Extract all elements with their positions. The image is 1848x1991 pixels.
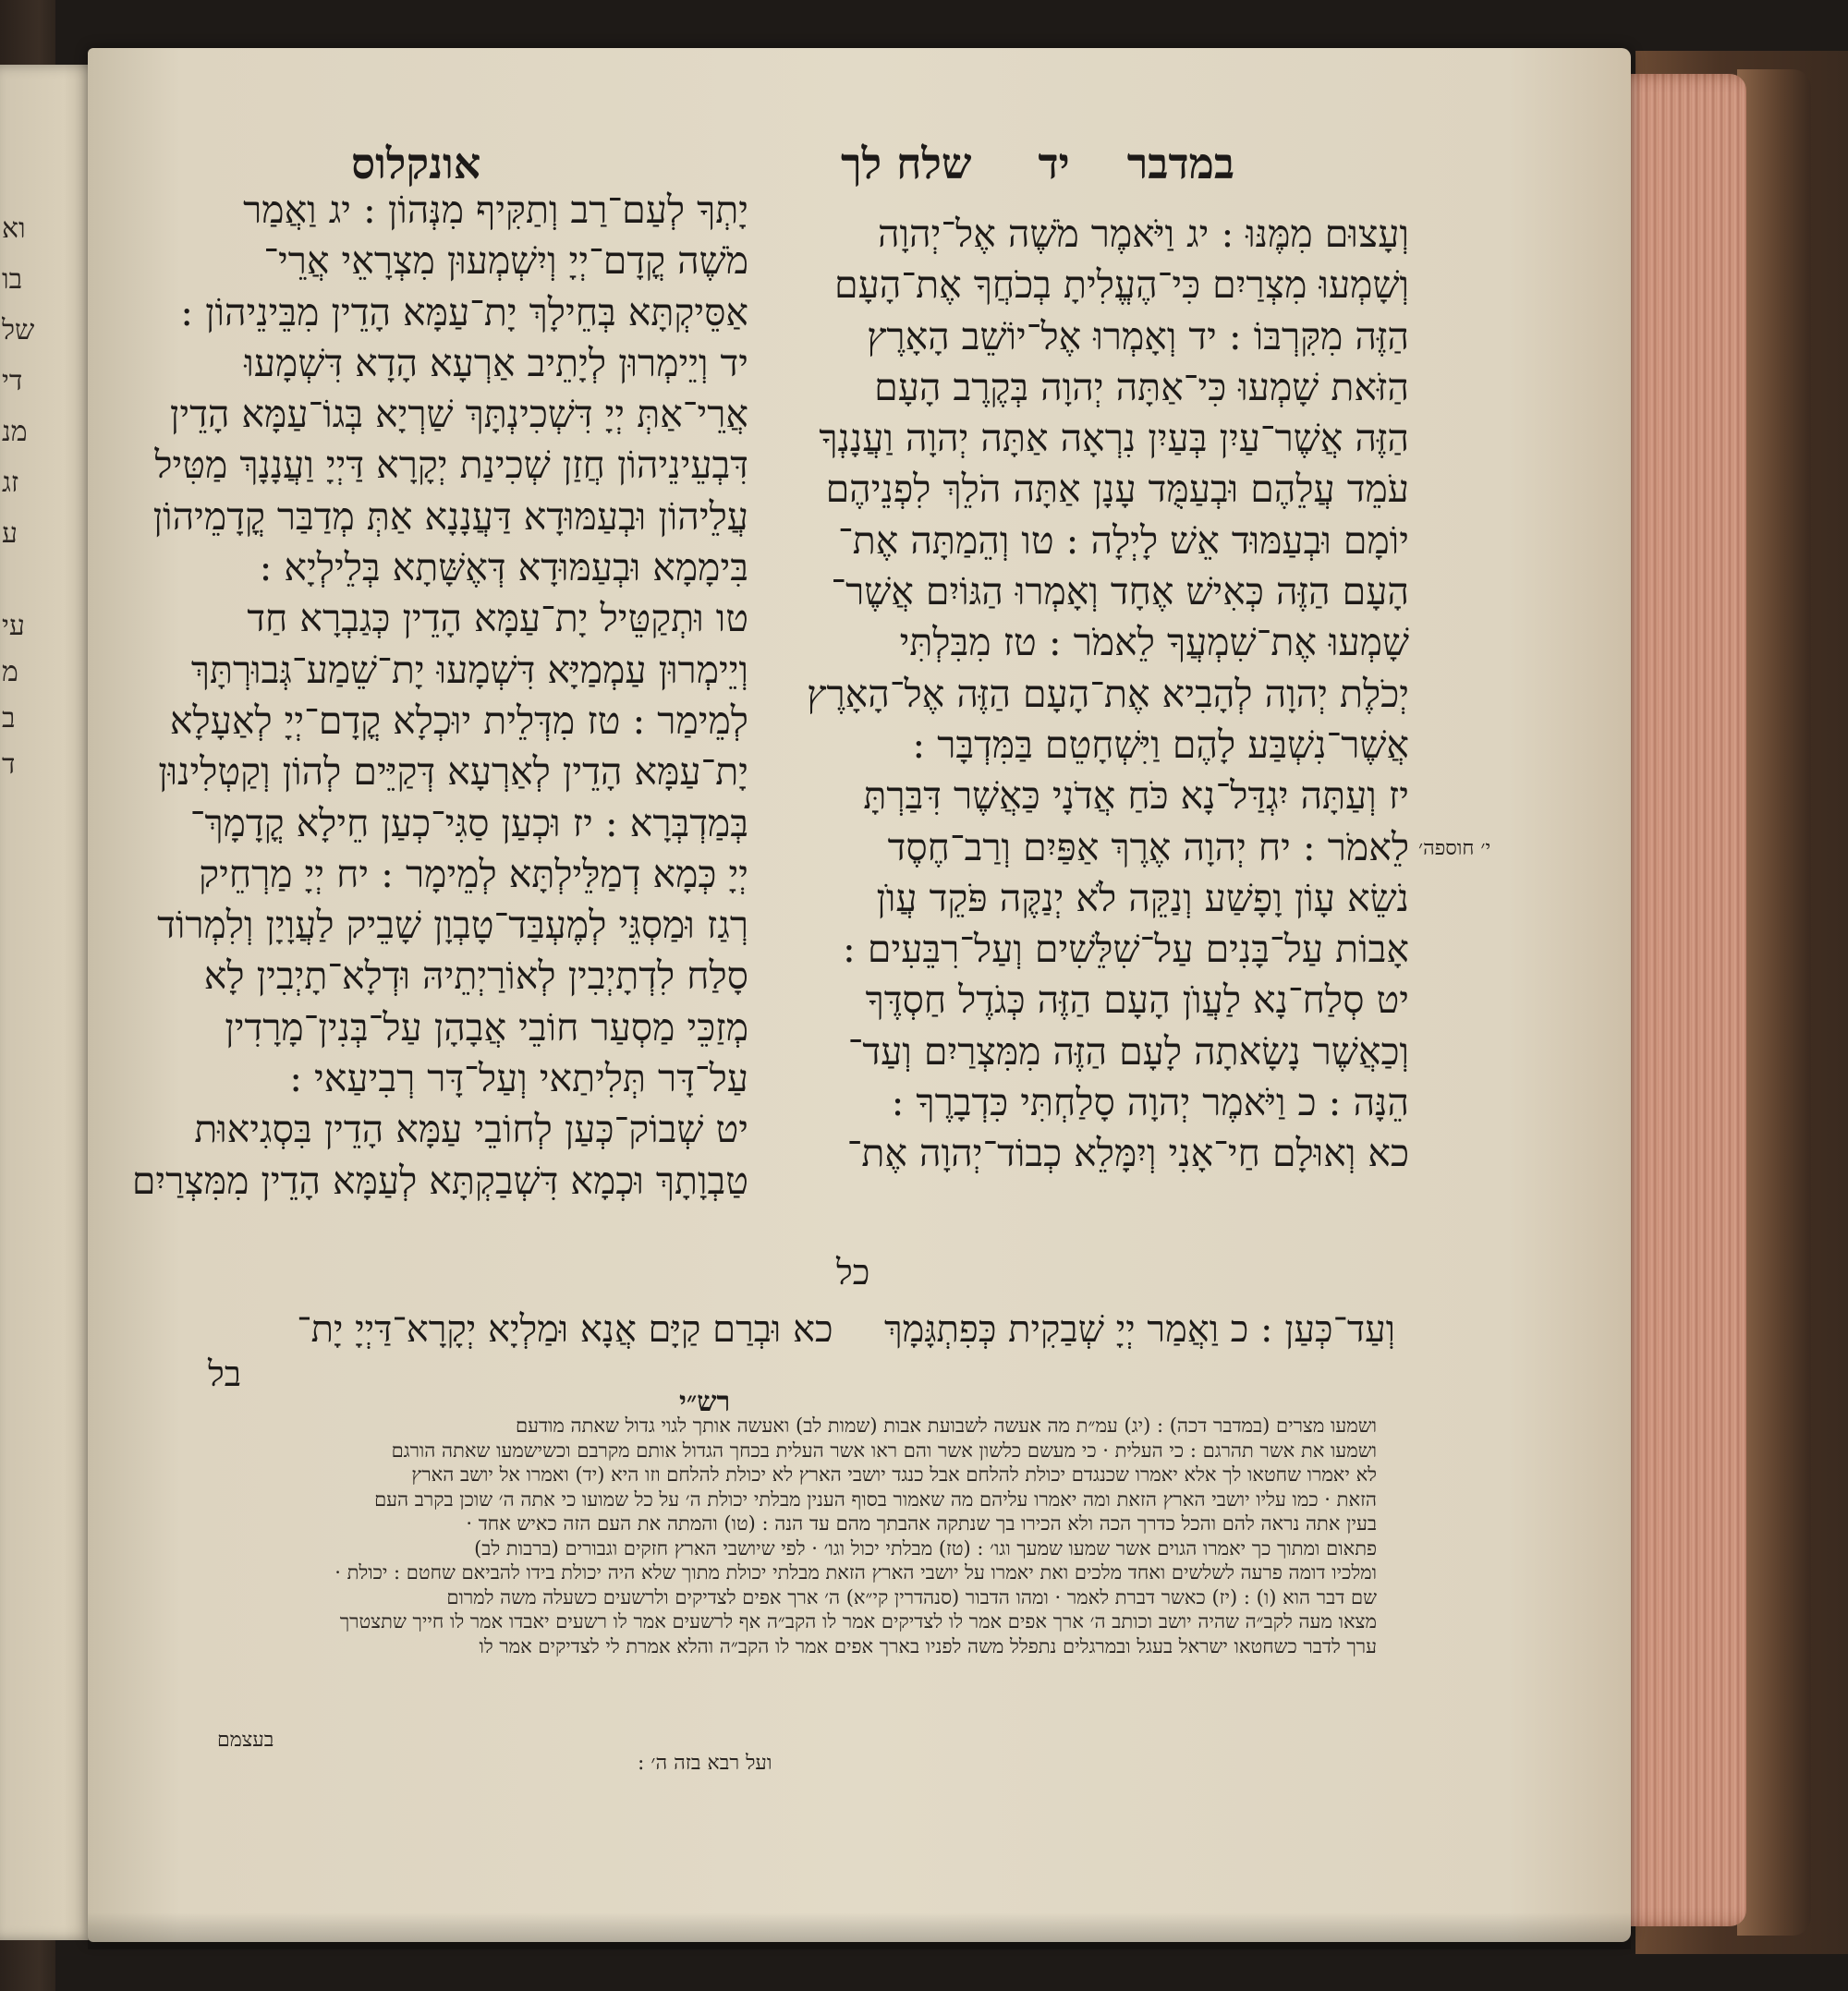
aramaic-line: בְּמַדְבְּרָא : יז וּכְעַן סַגִּי־כְעַן חֵילָא קֳדָמָךְ־ [189, 800, 748, 845]
hebrew-line: הַזֹּאת שָׁמְעוּ כִּי־אַתָּה יְהוָה בְּקֶרֶב הָעָם [874, 364, 1409, 409]
aramaic-line: יְיָ כְּמָא דְמַלֵּילְתָּא לְמֵימָר : יח יְיָ מַרְחֵיק [199, 851, 748, 896]
hebrew-line: יְכֹלֶת יְהוָה לְהָבִיא אֶת־הָעָם הַזֶּה אֶל־הָאָרֶץ [807, 671, 1409, 716]
prev-page-fragment: מ [2, 656, 18, 688]
rashi-line: ושמעו מצרים (במדבר דכה) : (יג) עמ״ת מה אעשה לשבועת אבות (שמות לב) ואעשה אותך לגוי גדול שאתה מודעם [515, 1414, 1377, 1437]
prev-page-fragment: בו [2, 263, 23, 296]
aramaic-line: וְיֵימְרוּן עַמְמַיָּא דִּשְׁמָעוּ יָת־שֵׁמַע־גְּבוּרְתָּךְ [190, 647, 748, 692]
hebrew-catchword: כל [836, 1252, 870, 1293]
aramaic-line: מֹשֶׁה קֳדָם־יְיָ וְיִשְׁמְעוּן מִצְרָאֵי אֲרֵי־ [263, 238, 748, 284]
rashi-line: ערך לדבר כשחטאו ישראל בעגל ובמרגלים נתפלל משה לפניו בארך אפים אמר לו הקב״ה והלא אמרת לי לצדיקים אמר לו [479, 1634, 1377, 1657]
aramaic-line: עֲלֵיהוֹן וּבְעַמּוּדָא דַּעֲנָנָא אַתְּ מְדַבַּר קֳדָמֵיהוֹן [152, 493, 748, 539]
cover-edge [1737, 69, 1811, 1936]
aramaic-line: יד וְיֵימְרוּן לְיָתֵיב אַרְעָא הָדָא דִּשְׁמָעוּ [244, 340, 748, 385]
rashi-commentary [83, 1414, 1377, 1658]
prev-page-fragment: מנ [2, 416, 28, 448]
header-parasha: שלח לך [841, 139, 972, 188]
hebrew-line: וְעָצוּם מִמֶּנּוּ : יג וַיֹּאמֶר מֹשֶׁה אֶל־יְהוָה [877, 212, 1409, 256]
hebrew-line: עֹמֵד עֲלֵהֶם וּבְעַמֻּד עָנָן אַתָּה הֹלֵךְ לִפְנֵיהֶם [825, 467, 1409, 512]
rashi-line: מצאו מעה לקב״ה שהיה יושב וכותב ה׳ ארך אפים אמר לו לצדיקים אמר לו הקב״ה אף לרשעים אמר לו רשעים יאבדו אמר לו חייך שתצטרך [339, 1610, 1377, 1633]
aramaic-line: רְגַז וּמַסְגֵּי לְמֶעְבַּד־טָבְוָן שָׁבֵיק לַעֲוָיָן וְלִמְרוֹד [157, 903, 748, 948]
prev-page-fragment: די [2, 365, 23, 397]
aramaic-line: דִּבְעֵינֵיהוֹן חֲזַן שְׁכִינַת יְקָרָא דַּיְיָ וַעֲנָנָךְ מַטִּיל [154, 443, 748, 488]
page-shadow [88, 1912, 1631, 1949]
hebrew-line: יוֹמָם וּבְעַמּוּד אֵשׁ לָיְלָה : טו וְהֵמַתָּה אֶת־ [838, 517, 1409, 563]
aramaic-line: טו וּתְקַטֵּיל יָת־עַמָּא הָדֵין כְּגַבְרָא חַד [247, 596, 748, 641]
margin-note: י׳ חוספה׳ [1418, 837, 1491, 860]
hebrew-line: הֵנָּה : כ וַיֹּאמֶר יְהוָה סָלַחְתִּי כִּדְבָרֶךָ : [891, 1080, 1409, 1125]
aramaic-line: טַבְוָתָךְ וּכְמָא דִּשְׁבַקְתָּא לְעַמָּא הָדֵין מִמִּצְרַיִם [131, 1158, 748, 1203]
aramaic-text-column [120, 185, 748, 1207]
aramaic-line: בִּימָמָא וּבְעַמּוּדָא דְּאֶשָּׁתָא בְּלֵילְיָא : [259, 545, 748, 590]
hebrew-bottom-line: וְעַד־כְּעַן : כ וַאֲמַר יְיָ שְׁבַקִית כְּפִתְגָּמָךְ [883, 1308, 1395, 1351]
prev-page-fragment: וא [2, 212, 26, 245]
aramaic-line: יט שְׁבוֹק־כְּעַן לְחוֹבֵי עַמָּא הָדֵין בִּסְגִיאוּת [194, 1107, 748, 1152]
hebrew-line: וְכַאֲשֶׁר נָשָׂאתָה לָעָם הַזֶּה מִמִּצְרַיִם וְעַד־ [847, 1028, 1409, 1074]
rashi-line: ומלכיו דומה פרעה לשלשים ואחד מלכים ואת יאמרו על יושבי הארץ הזאת מבלתי יכולת מתוך שלא היה יכולת בידו להביאם שחטם : יכולת · [334, 1561, 1377, 1584]
prev-page-fragment: של [2, 314, 35, 346]
hebrew-line: שָׁמְעוּ אֶת־שִׁמְעֲךָ לֵאמֹר : טז מִבִּלְתִּי [899, 620, 1409, 665]
rashi-line: שם דבר הוא (ו) : (יז) כאשר דברת לאמר · ומהו הדבור (סנהדרין קי״א) ה׳ ארך אפים לצדיקים ולרשעים כשעלה משה למרום [446, 1585, 1377, 1609]
rashi-line: ושמעו את אשר תהרגם : כי העלית · כי מעשם כלשון אשר והם ראו אשר העלית בכחך הגדול אותם מקרבם וכשישמעו שאתה הורגם [391, 1439, 1377, 1462]
rashi-last-word: בעצמם [217, 1729, 274, 1752]
aramaic-line: סָלַח לִדְתָיְבִין לְאוֹרַיְתֵיהּ וּדְלָא־תָיְבִין לָא [203, 953, 748, 999]
header-chapter: יד [1038, 139, 1070, 188]
hebrew-text-column [781, 209, 1409, 1180]
rashi-title: רש״י [679, 1386, 731, 1418]
hebrew-line: יט סְלַח־נָא לַעֲוֺן הָעָם הַזֶּה כְּגֹדֶל חַסְדֶּךָ [865, 977, 1409, 1023]
aramaic-line: יָת־עַמָּא הָדֵין לְאַרְעָא דְּקַיֵּים לְהוֹן וְקַטְלִינוּן [158, 749, 748, 795]
bottom-verse-line [83, 1307, 1395, 1351]
hebrew-line: אָבוֹת עַל־בָּנִים עַל־שִׁלֵּשִׁים וְעַל־רִבֵּעִים : [843, 927, 1409, 972]
prev-page-fragment: ב [2, 702, 16, 734]
prev-page-fragment: זג [2, 467, 19, 499]
aramaic-line: עַל־דָּר תְּלִיתַאי וְעַל־דָּר רְבִיעַאי : [289, 1056, 748, 1101]
hebrew-line: הָעָם הַזֶּה כְּאִישׁ אֶחָד וְאָמְרוּ הַגּוֹיִם אֲשֶׁר־ [831, 569, 1409, 614]
rashi-line: בעין אתה נראה להם והכל כדרך הכה ולא הכירו בך שנתקה אהבתך מהם עד הנה : (טו) והמתה את העם הזה כאיש אחד · [466, 1512, 1377, 1535]
rashi-line: פתאום ומתוך כך יאמרו הגוים אשר שמעו שמעך וגו׳ : (טז) מבלתי יכול וגו׳ · לפי שיושבי הארץ חזקים וגבורים (ברבות לב) [474, 1536, 1377, 1560]
header-book-name [841, 139, 1234, 188]
aramaic-line: לְמֵימַר : טז מִדְּלֵית יוּכְלָא קֳדָם־יְיָ לְאַעָלָא [169, 698, 748, 743]
rashi-line: לא יאמרו שחטאו לך אלא יאמרו שכנגדם יכולת להלחם אבל כנגד יושבי הארץ לא יכולת להלחם וזו היא (יד) ואמרו אל יושב הארץ [411, 1463, 1377, 1486]
rashi-line: הזאת · כמו עליו יושבי הארץ הזאת ומה יאמרו עליהם מה שאמור בסוף הענין מבלתי יכולת ה׳ על כל שמועו כי אתה ה׳ שוכן בקרב העם [374, 1487, 1377, 1511]
aramaic-line: מְזַכֵּי מַסְעַר חוֹבֵי אֲבָהָן עַל־בְּנִין־מָרָדִין [225, 1004, 748, 1050]
rashi-last-line: ועל רבא בזה ה׳ : [638, 1752, 772, 1775]
aramaic-line: אֲרֵי־אַתְּ יְיָ דִּשְׁכִינְתָּךְ שַׁרְיָא בְּגוֹ־עַמָּא הָדֵין [169, 392, 748, 437]
prev-page-fragment: עי [2, 610, 25, 642]
hebrew-line: וְשָׁמְעוּ מִצְרַיִם כִּי־הֶעֱלִיתָ בְכֹחֲךָ אֶת־הָעָם [834, 262, 1409, 308]
aramaic-line: אַסֵּיקְתָּא בְּחֵילָךְ יָת־עַמָּא הָדֵין מִבֵּינֵיהוֹן : [180, 289, 748, 334]
hebrew-line: כא וְאוּלָם חַי־אָנִי וְיִמָּלֵא כְבוֹד־יְהוָה אֶת־ [846, 1131, 1409, 1176]
aramaic-bottom-line: כא וּבְרַם קַיָּם אֲנָא וּמַלְיָא יְקָרָא־דַּיְיָ יָת־ [297, 1308, 833, 1351]
hebrew-line: אֲשֶׁר־נִשְׁבַּע לָהֶם וַיִּשְׁחָטֵם בַּמִּדְבָּר : [912, 722, 1409, 767]
prev-page-fragment: ע [2, 517, 18, 550]
hebrew-line: לֵאמֹר : יח יְהוָה אֶרֶךְ אַפַּיִם וְרַב־חֶסֶד [887, 824, 1409, 869]
aramaic-catchword: בל [208, 1354, 242, 1394]
aramaic-line: יָתְךָ לְעַם־רַב וְתַקִּיף מִנְּהוֹן : יג וַאֲמַר [243, 188, 748, 232]
hebrew-line: הַזֶּה מִקִּרְבּוֹ : יד וְאָמְרוּ אֶל־יוֹשֵׁב הָאָרֶץ [867, 313, 1409, 358]
hebrew-line: יז וְעַתָּה יִגְדַּל־נָא כֹּחַ אֲדֹנָי כַּאֲשֶׁר דִּבַּרְתָּ [863, 773, 1409, 819]
header-book: במדבר [1126, 139, 1235, 188]
hebrew-line: הַזֶּה אֲשֶׁר־עַיִן בְּעַיִן נִרְאָה אַתָּה יְהוָה וַעֲנָנְךָ [819, 416, 1409, 461]
prev-page-fragment: ד [2, 748, 16, 781]
hebrew-line: נֹשֵׂא עָוֹן וָפָשַׁע וְנַקֵּה לֹא יְנַקֶּה פֹּקֵד עֲוֺן [876, 875, 1409, 920]
header-onkelos: אונקלוס [351, 139, 481, 188]
